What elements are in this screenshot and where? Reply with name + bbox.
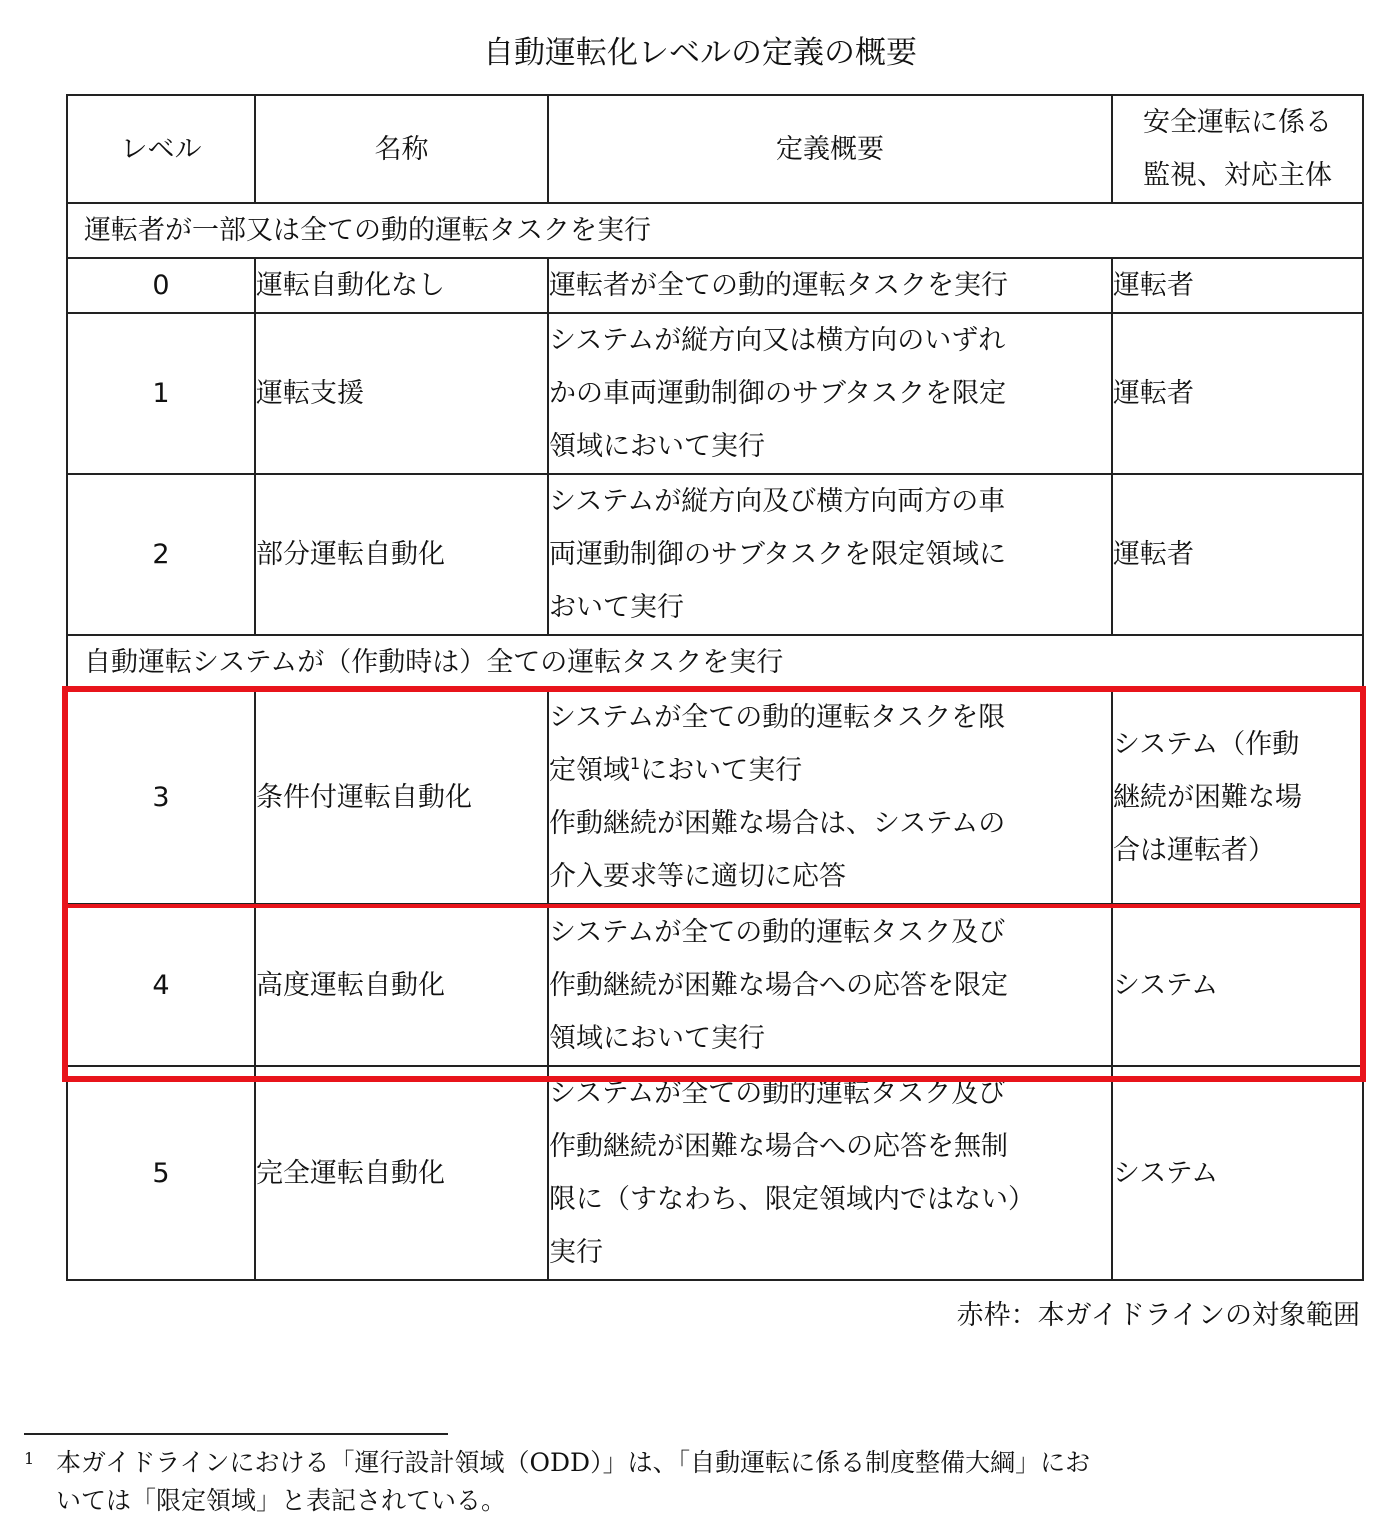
footnote-number: 1 — [24, 1449, 35, 1468]
table-row — [67, 904, 1363, 1066]
table-row — [67, 258, 1363, 313]
level-name: 条件付運転自動化 — [255, 690, 548, 904]
level-number: 5 — [67, 1066, 255, 1280]
definition-line: かの車両運動制御のサブタスクを限定 — [549, 378, 1007, 409]
header-subject-line1: 安全運転に係る — [1143, 107, 1332, 138]
definition-line: 領域において実行 — [549, 431, 765, 462]
subject-line: 運転者 — [1113, 270, 1194, 301]
definition-line: 実行 — [549, 1237, 603, 1268]
group-label-driver: 運転者が一部又は全ての動的運転タスクを実行 — [67, 203, 1363, 258]
level-definition — [548, 1066, 1112, 1280]
footnote-line: いては「限定領域」と表記されている。 — [56, 1486, 507, 1515]
footnote-line: 本ガイドラインにおける「運行設計領域（ODD）」は、「自動運転に係る制度整備大綱」にお — [56, 1448, 1091, 1477]
definition-line: 介入要求等に適切に応答 — [549, 861, 846, 892]
subject-line: 合は運転者） — [1113, 834, 1275, 866]
definition-line: システムが全ての動的運転タスク及び — [549, 1078, 1006, 1109]
header-definition: 定義概要 — [548, 95, 1112, 203]
level-subject — [1112, 258, 1363, 313]
definition-line: 作動継続が困難な場合への応答を無制 — [549, 1131, 1008, 1162]
level-number: 0 — [67, 258, 255, 313]
level-name: 運転自動化なし — [255, 258, 548, 313]
header-level: レベル — [67, 95, 255, 203]
definition-line — [549, 744, 1111, 797]
table-row — [67, 313, 1363, 474]
subject-line: 運転者 — [1113, 539, 1194, 570]
level-subject — [1112, 904, 1363, 1066]
header-subject-line2: 監視、対応主体 — [1143, 160, 1332, 191]
table-header-row — [67, 95, 1363, 203]
table-row — [67, 690, 1363, 904]
table-row — [67, 1066, 1363, 1280]
subject-line: システム — [1113, 1157, 1219, 1189]
level-subject — [1112, 690, 1363, 904]
level-definition — [548, 904, 1112, 1066]
footnote-reference[interactable]: 1 — [630, 754, 641, 773]
definition-line: システムが縦方向又は横方向のいずれ — [549, 325, 1006, 356]
definition-line: 領域において実行 — [549, 1022, 765, 1054]
level-name: 完全運転自動化 — [255, 1066, 548, 1280]
level-definition — [548, 690, 1112, 904]
subject-line: 継続が困難な場 — [1113, 781, 1302, 813]
header-name: 名称 — [255, 95, 548, 203]
document-title: 自動運転化レベルの定義の概要 — [483, 35, 917, 71]
table-row — [67, 474, 1363, 635]
level-definition — [548, 313, 1112, 474]
definition-line: おいて実行 — [549, 592, 684, 623]
level-number: 1 — [67, 313, 255, 474]
definition-text: 定領域 — [549, 755, 630, 786]
level-definition — [548, 474, 1112, 635]
subject-line: 運転者 — [1113, 378, 1194, 409]
level-subject — [1112, 313, 1363, 474]
level-number: 4 — [67, 904, 255, 1066]
definition-line: 両運動制御のサブタスクを限定領域に — [549, 539, 1007, 570]
subject-line: システム — [1113, 969, 1219, 1001]
definition-line: 限に（すなわち、限定領域内ではない） — [549, 1184, 1035, 1215]
header-subject — [1112, 95, 1363, 203]
definition-line: 作動継続が困難な場合への応答を限定 — [549, 969, 1008, 1001]
group-row-system — [67, 635, 1363, 690]
scope-caption: 赤枠：本ガイドラインの対象範囲 — [956, 1300, 1360, 1331]
level-name: 部分運転自動化 — [255, 474, 548, 635]
definition-line: システムが全ての動的運転タスクを限 — [549, 702, 1006, 733]
level-name: 高度運転自動化 — [255, 904, 548, 1066]
level-subject — [1112, 474, 1363, 635]
footnote-separator — [24, 1433, 448, 1435]
level-number: 2 — [67, 474, 255, 635]
level-definition — [548, 258, 1112, 313]
definition-line: 作動継続が困難な場合は、システムの — [549, 808, 1006, 839]
level-name: 運転支援 — [255, 313, 548, 474]
automation-levels-table — [66, 94, 1364, 1281]
level-subject — [1112, 1066, 1363, 1280]
definition-line: システムが縦方向及び横方向両方の車 — [549, 486, 1006, 517]
subject-line: システム（作動 — [1113, 728, 1300, 760]
definition-text: において実行 — [640, 755, 803, 786]
level-number: 3 — [67, 690, 255, 904]
group-row-driver — [67, 203, 1363, 258]
footnote — [24, 1444, 1374, 1520]
group-label-system: 自動運転システムが（作動時は）全ての運転タスクを実行 — [67, 635, 1363, 690]
definition-line: システムが全ての動的運転タスク及び — [549, 916, 1006, 948]
definition-line: 運転者が全ての動的運転タスクを実行 — [549, 270, 1008, 301]
